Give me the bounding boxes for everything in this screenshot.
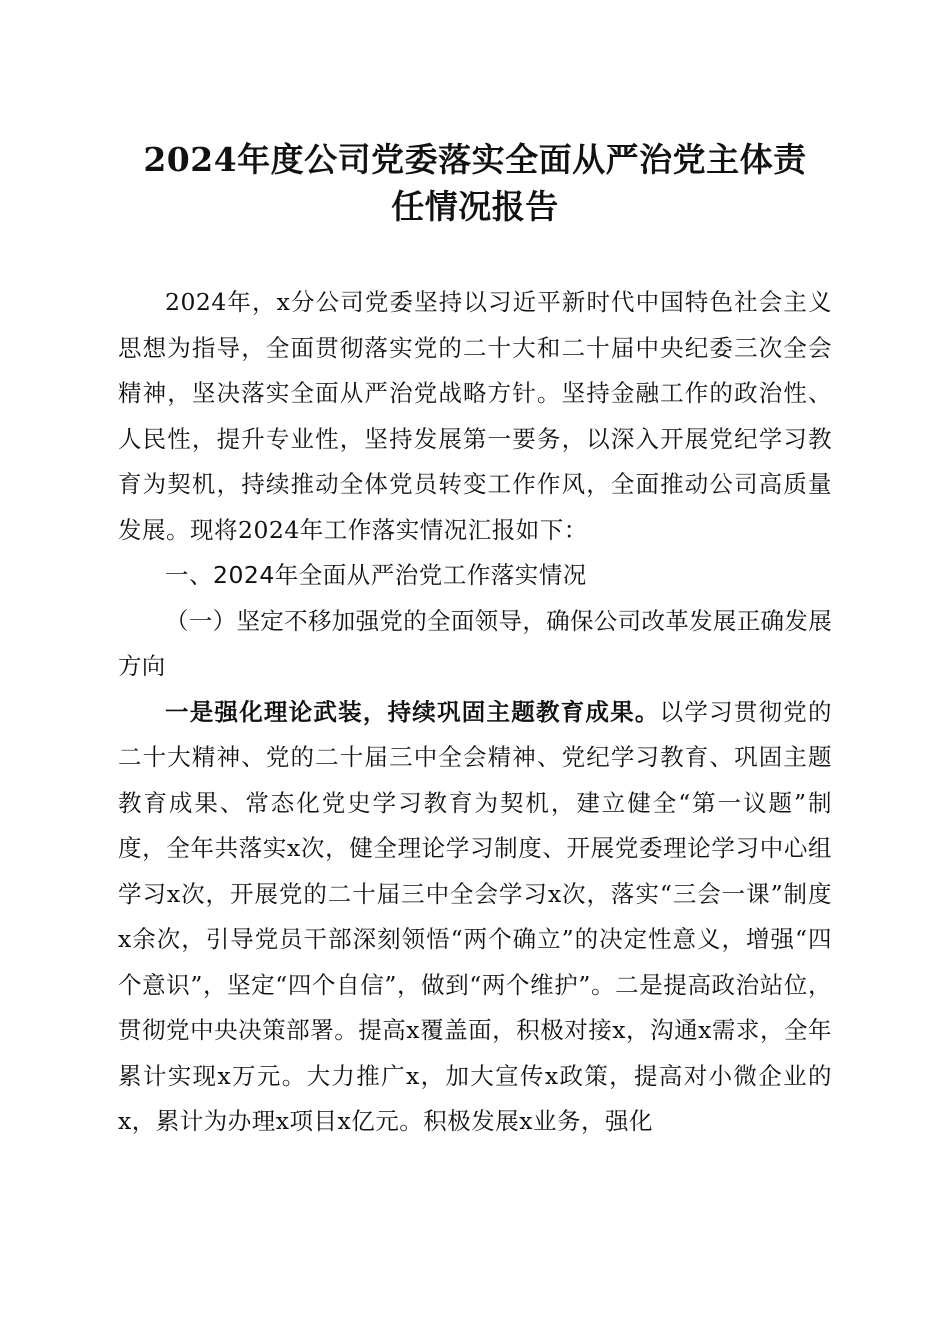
point-1-lead: 一是强化理论武装，持续巩固主题教育成果。 — [165, 697, 660, 726]
section-heading-1: 一、2024年全面从严治党工作落实情况 — [165, 561, 587, 589]
document-title — [110, 136, 840, 230]
title-line-1: 2024年度公司党委落实全面从严治党主体责 — [143, 140, 807, 179]
document-body — [118, 280, 832, 1145]
subsection-heading-1: （一）坚定不移加强党的全面领导，确保公司改革发展正确发展方向 — [118, 606, 832, 680]
title-line-2: 任情况报告 — [391, 187, 559, 226]
point-1-paragraph — [118, 690, 832, 1145]
intro-paragraph: 2024年，x分公司党委坚持以习近平新时代中国特色社会主义思想为指导，全面贯彻落实党的二十大和二十届中央纪委三次全会精神，坚决落实全面从严治党战略方针。坚持金融工作的政治性、人民性，提升专业性，坚持发展第一要务，以深入开展党纪学习教育为契机，持续推动全体党员转变工作作风，全面推动公司高质量发展。现将2024年工作落实情况汇报如下： — [118, 288, 832, 544]
point-1-body: 以学习贯彻党的二十大精神、党的二十届三中全会精神、党纪学习教育、巩固主题教育成果、常态化党史学习教育为契机，建立健全“第一议题”制度，全年共落实x次，健全理论学习制度、开展党委理论学习中心组学习x次，开展党的二十届三中全会学习x次，落实“三会一课”制度x余次，引导党员干部深刻领悟“两个确立”的决定性意义，增强“四个意识”，坚定“四个自信”，做到“两个维护”。二是提高政治站位，贯彻党中央决策部署。提高x覆盖面，积极对接x，沟通x需求，全年累计实现x万元。大力推广x，加大宣传x政策，提高对小微企业的x，累计为办理x项目x亿元。积极发展x业务，强化 — [118, 697, 833, 1135]
